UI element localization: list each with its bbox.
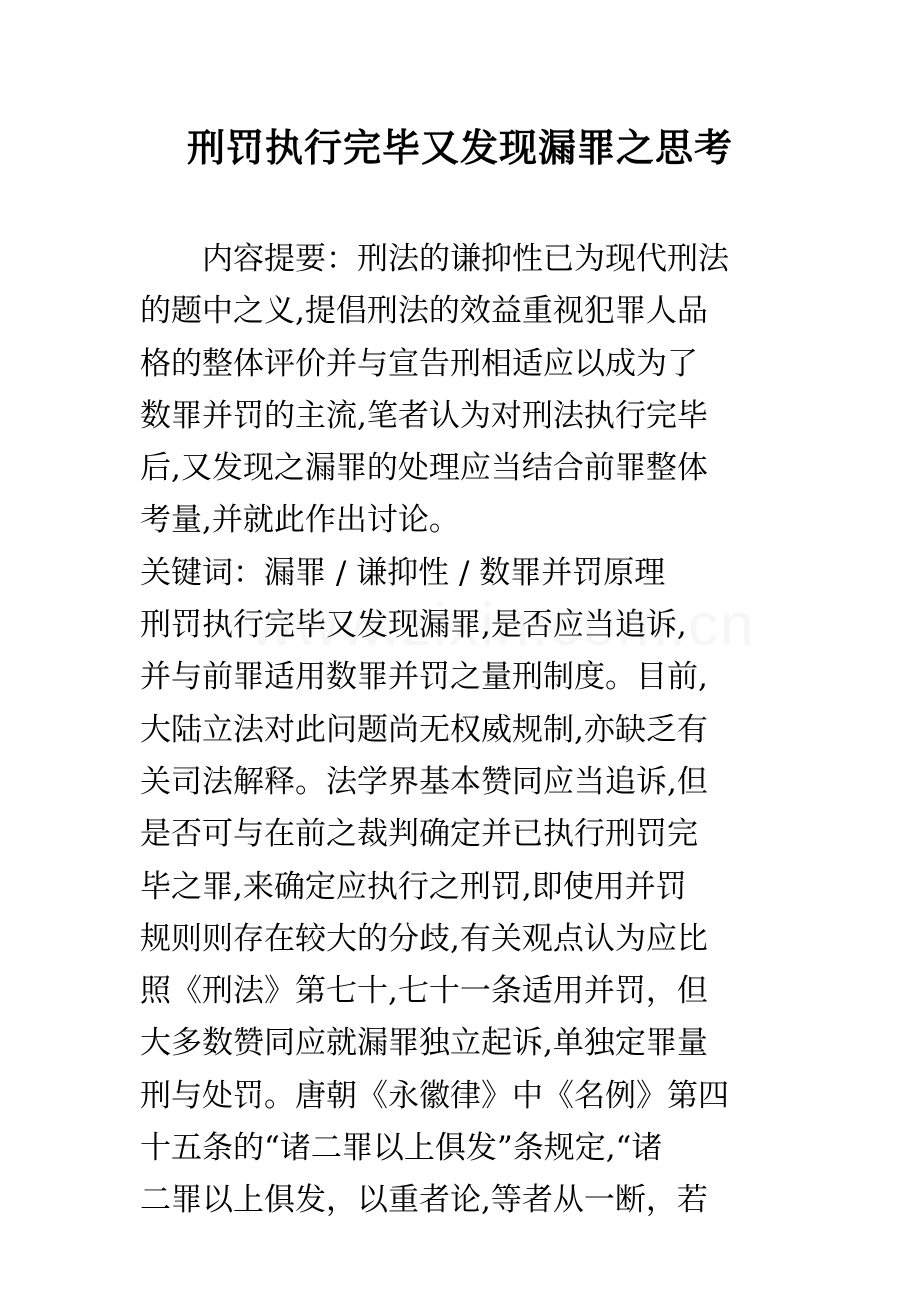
text-line: 后,又发现之漏罪的处理应当结合前罪整体 bbox=[140, 450, 708, 487]
text-line: 的题中之义,提倡刑法的效益重视犯罪人品 bbox=[140, 293, 708, 330]
text-line: 并与前罪适用数罪并罚之量刑制度。目前, bbox=[140, 659, 708, 696]
text-line: 是否可与在前之裁判确定并已执行刑罚完 bbox=[140, 816, 698, 853]
text-line: 刑与处罚。唐朝《永徽律》中《名例》第四 bbox=[140, 1077, 729, 1114]
text-line: 数罪并罚的主流,笔者认为对刑法执行完毕 bbox=[140, 397, 708, 434]
text-line: 照《刑法》第七十,七十一条适用并罚，但 bbox=[140, 973, 708, 1010]
text-line: 大多数赞同应就漏罪独立起诉,单独定罪量 bbox=[140, 1025, 708, 1062]
document-body bbox=[140, 233, 790, 1227]
text-line: 毕之罪,来确定应执行之刑罚,即使用并罚 bbox=[140, 868, 687, 905]
text-line: 二罪以上俱发，以重者论,等者从一断，若 bbox=[140, 1182, 708, 1219]
text-line: 关司法解释。法学界基本赞同应当追诉,但 bbox=[140, 763, 708, 800]
document-title: 刑罚执行完毕又发现漏罪之思考 bbox=[186, 125, 733, 170]
text-line: 规则则存在较大的分歧,有关观点认为应比 bbox=[140, 920, 708, 957]
keywords-line: 关键词：漏罪 / 谦抑性 / 数罪并罚原理 bbox=[140, 554, 666, 591]
text-line: 十五条的“诸二罪以上俱发”条规定,“诸 bbox=[140, 1130, 663, 1167]
text-line: 内容提要：刑法的谦抑性已为现代刑法 bbox=[140, 241, 729, 277]
text-line: 考量,并就此作出讨论。 bbox=[140, 502, 460, 539]
text-line: 刑罚执行完毕又发现漏罪,是否应当追诉, bbox=[140, 607, 687, 644]
text-line: 格的整体评价并与宣告刑相适应以成为了 bbox=[140, 345, 698, 382]
text-line: 大陆立法对此问题尚无权威规制,亦缺乏有 bbox=[140, 711, 708, 748]
